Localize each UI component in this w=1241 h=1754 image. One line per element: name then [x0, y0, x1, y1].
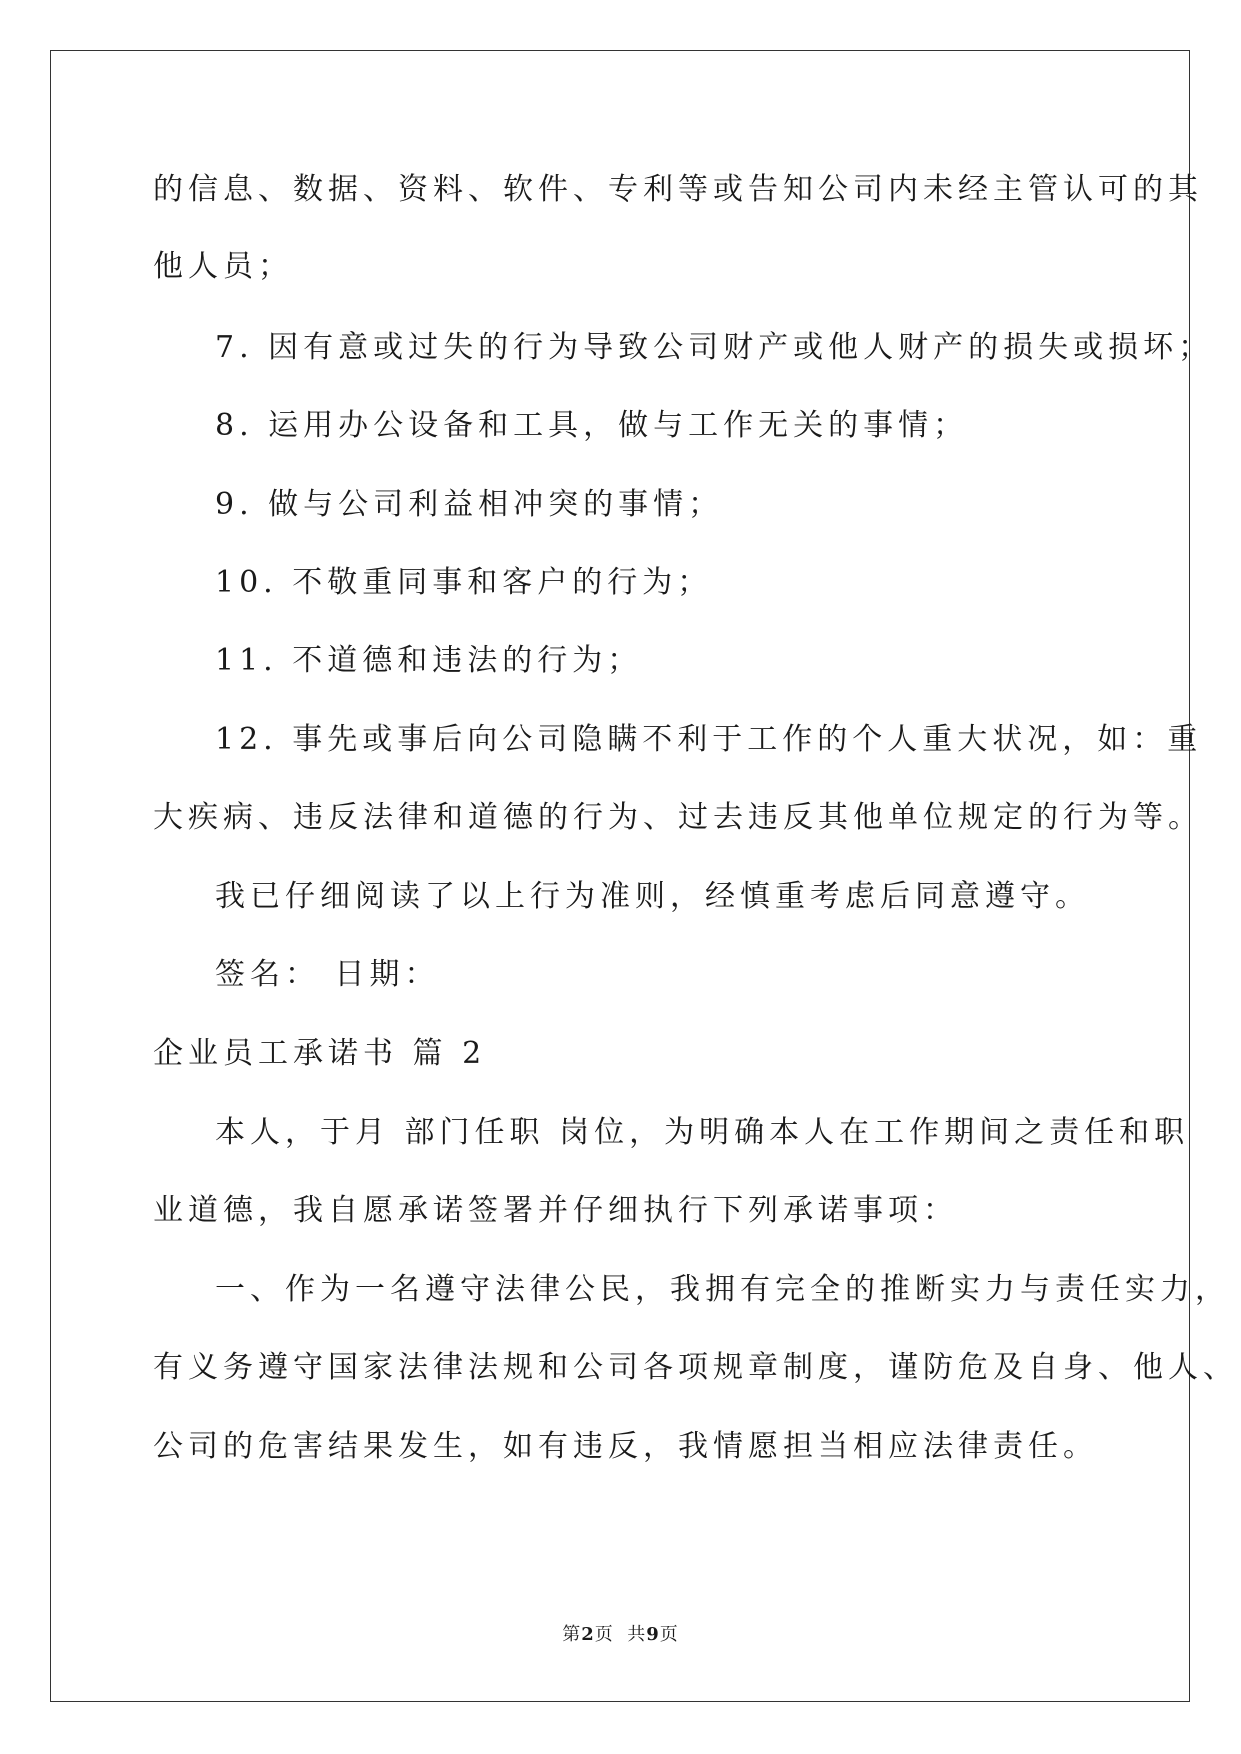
footer-page-suffix: 页 共 [594, 1624, 647, 1645]
page-footer [0, 1620, 1241, 1646]
list-item: 8. 运用办公设备和工具，做与工作无关的事情； [215, 408, 969, 443]
list-item: 12. 事先或事后向公司隐瞒不利于工作的个人重大状况，如：重 [215, 722, 1203, 757]
footer-total-number: 9 [646, 1624, 660, 1645]
text-line: 大疾病、违反法律和道德的行为、过去违反其他单位规定的行为等。 [153, 800, 1203, 835]
section-heading: 企业员工承诺书 篇 2 [153, 1036, 487, 1071]
list-item: 7. 因有意或过失的行为导致公司财产或他人财产的损失或损坏； [215, 330, 1214, 365]
list-item: 9. 做与公司利益相冲突的事情； [215, 487, 724, 522]
signature-date-line: 签名： 日期： [215, 957, 440, 992]
footer-total-suffix: 页 [659, 1624, 679, 1645]
text-line: 业道德，我自愿承诺签署并仔细执行下列承诺事项： [153, 1193, 958, 1228]
list-item: 10. 不敬重同事和客户的行为； [215, 565, 713, 600]
paragraph: 一、作为一名遵守法律公民，我拥有完全的推断实力与责任实力， [215, 1272, 1230, 1307]
text-line: 有义务遵守国家法律法规和公司各项规章制度，谨防危及自身、他人、 [153, 1350, 1238, 1385]
text-line: 的信息、数据、资料、软件、专利等或告知公司内未经主管认可的其 [153, 172, 1203, 207]
footer-page-number: 2 [581, 1624, 595, 1645]
footer-page-prefix: 第 [562, 1624, 582, 1645]
paragraph: 本人，于月 部门任职 岗位，为明确本人在工作期间之责任和职 [215, 1115, 1190, 1150]
paragraph: 我已仔细阅读了以上行为准则，经慎重考虑后同意遵守。 [215, 879, 1090, 914]
text-line: 他人员； [153, 249, 293, 284]
text-line: 公司的危害结果发生，如有违反，我情愿担当相应法律责任。 [153, 1429, 1098, 1464]
list-item: 11. 不道德和违法的行为； [215, 643, 643, 678]
